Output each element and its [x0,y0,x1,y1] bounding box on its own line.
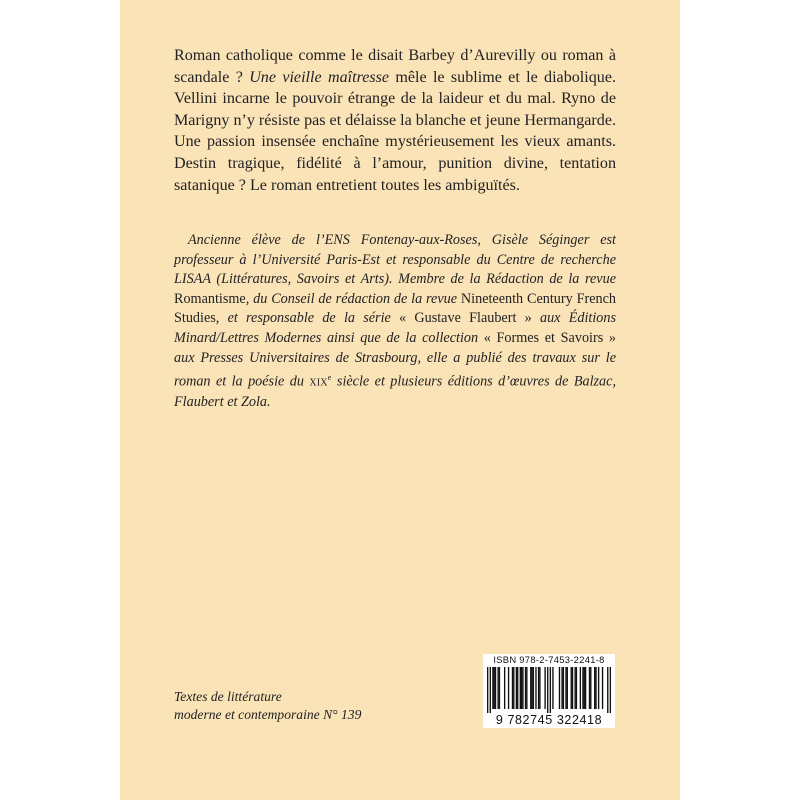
journal-romantisme: Romantisme [174,290,246,307]
barcode-bar [494,667,495,709]
barcode-bar [547,667,548,713]
barcode-bar [495,667,496,709]
barcode-bar [567,667,568,709]
bio-segment-5: aux Presses Universitaires de Strasbourg, elle a publié des travaux sur le roman et la poésie du [174,349,616,390]
barcode-bar [576,667,577,709]
barcode-bar [516,667,517,709]
barcode-bar [584,667,585,709]
barcode-bar [565,667,566,709]
barcode-bar [497,667,498,709]
barcode-bar [602,667,603,709]
barcode-bar [559,667,560,709]
series-note-line-1: Textes de littérature [174,689,282,704]
barcode-bar [487,667,488,713]
synopsis-text [174,45,616,196]
barcode-bar [490,667,491,713]
series-note-line-2: moderne et contemporaine N° 139 [174,707,362,722]
synopsis-part-1: Roman catholique comme le disait Barbey d’Aurevilly ou roman à scandale ? [174,47,616,86]
barcode-bar [539,667,540,709]
barcode-bar [550,667,551,713]
barcode-bar [504,667,505,709]
barcode-bar [610,667,611,713]
bio-segment-3: , et responsable de la série [215,310,400,327]
barcode-bar [535,667,536,709]
barcode-bar [572,667,573,709]
series-gustave-flaubert: « Gustave Flaubert » [399,310,532,327]
synopsis-paragraph [174,45,616,196]
bio-segment-2: , du Conseil de rédaction de la revue [245,290,461,307]
barcode-bar [594,667,595,709]
barcode-bar [598,667,599,709]
bio-segment-4: aux Éditions Minard/Lettres Modernes ainsi que de la collection [174,310,616,346]
barcode-bar [571,667,572,709]
barcode-bar [492,667,493,709]
barcode-bar [517,667,518,709]
barcode-bar [589,667,590,709]
author-bio-text [174,231,616,413]
barcode-bar [563,667,564,709]
barcode-bar [522,667,523,709]
isbn-label: ISBN 978-2-7453-2241-8 [493,654,605,665]
century-superscript: e [327,373,332,383]
series-note [174,688,434,724]
barcode-bar [530,667,531,709]
barcode-bar [525,667,526,709]
barcode-bar [512,667,513,709]
series-formes-et-savoirs: « Formes et Savoirs » [483,329,616,346]
barcode-bar [544,667,545,709]
barcode-bar [585,667,586,709]
barcode-area [483,654,615,728]
barcode-bar [595,667,596,709]
barcode-bar [561,667,562,709]
author-bio [174,231,616,413]
bio-segment-1: Ancienne élève de l’ENS Fontenay-aux-Roses, Gisèle Séginger est professeur à l’Université Paris-Est et responsable du Centre de recherche LISAA (Littératures, Savoirs et Arts). Membre de la Rédaction de la revue [174,232,616,288]
barcode-bar [526,667,527,709]
barcode-bar [531,667,532,709]
barcode-bar [513,667,514,709]
barcode-bar [521,667,522,709]
barcode-bar [590,667,591,709]
barcode-bar [499,667,500,709]
century-numeral: XIX [309,377,328,389]
barcode-bar [552,667,553,709]
barcode-bar [607,667,608,713]
barcode-bar [508,667,509,709]
barcode-bar [574,667,575,709]
book-title: Une vieille maîtresse [249,68,390,86]
barcode-bar [582,667,583,709]
synopsis-part-2: mêle le sublime et le diabolique. Vellini incarne le pouvoir étrange de la laideur et du mal. Ryno de Marigny n’y résiste pas et délaisse la blanche et jeune Hermangarde. Une passion insensée enchaîne mystérieusement les vieux amants. Destin tragique, fidélité à l’amour, punition divine, tentation satanique ? Le roman entretient toutes les ambiguïtés. [174,68,616,194]
barcode-bar [538,667,539,709]
barcode-bar [520,667,521,709]
journal-nineteenth-century: Nineteenth Century French Studies [174,290,616,327]
ean-digits: 9 782745 322418 [495,713,603,727]
bio-segment-6: siècle et plusieurs éditions d’œuvres de Balzac, Flaubert et Zola. [174,373,616,411]
barcode-bars [487,667,611,713]
barcode-bar [580,667,581,709]
barcode-bar [533,667,534,709]
